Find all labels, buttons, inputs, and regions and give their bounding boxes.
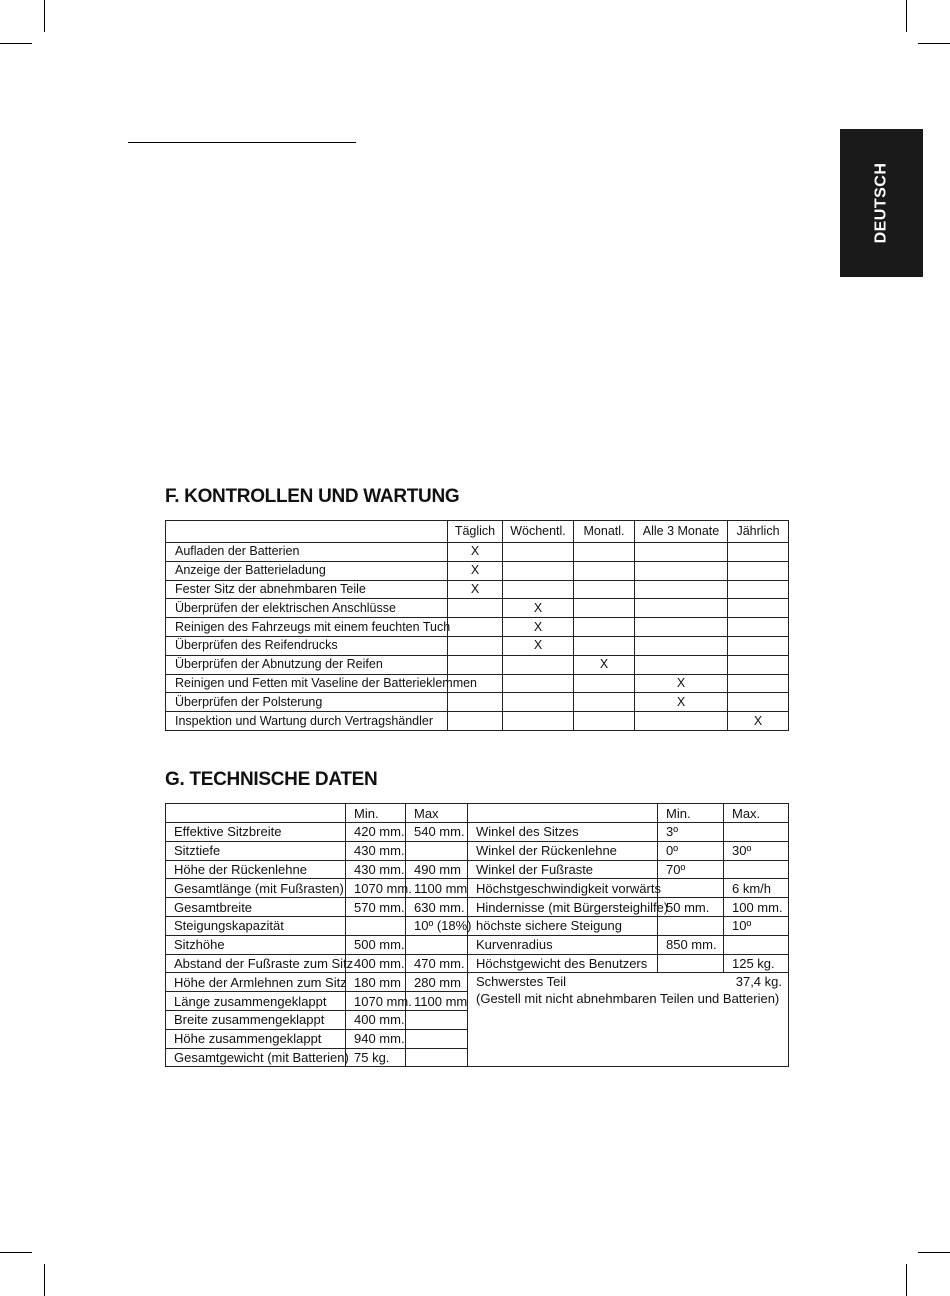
spec-label: Abstand der Fußraste zum Sitz xyxy=(166,954,346,973)
spec-value: 1070 mm. xyxy=(346,879,406,898)
spec-label: Gesamtbreite xyxy=(166,898,346,917)
frequency-cell: X xyxy=(448,543,503,562)
heaviest-part-note: (Gestell mit nicht abnehmbaren Teilen und Batterien) xyxy=(476,991,780,1007)
spec-value: 500 mm. xyxy=(346,935,406,954)
spec-value: 125 kg. xyxy=(724,954,789,973)
crop-mark xyxy=(918,1252,950,1253)
table-row xyxy=(166,674,789,693)
frequency-cell xyxy=(574,636,635,655)
spec-value: 30º xyxy=(724,841,789,860)
frequency-cell xyxy=(728,543,789,562)
column-header xyxy=(166,521,448,543)
frequency-cell: X xyxy=(448,580,503,599)
table-row xyxy=(166,618,789,637)
frequency-cell xyxy=(503,712,574,731)
frequency-cell xyxy=(448,712,503,731)
spec-value: 75 kg. xyxy=(346,1048,406,1067)
spec-value: 940 mm. xyxy=(346,1029,406,1048)
column-header: Min. xyxy=(658,804,724,823)
spec-label: Winkel des Sitzes xyxy=(468,823,658,842)
spec-label: Effektive Sitzbreite xyxy=(166,823,346,842)
crop-mark xyxy=(906,0,907,32)
spec-label: Winkel der Rückenlehne xyxy=(468,841,658,860)
task-label: Anzeige der Batterieladung xyxy=(166,561,448,580)
task-label: Reinigen des Fahrzeugs mit einem feuchten Tuch xyxy=(166,618,448,637)
table-row xyxy=(166,712,789,731)
spec-value: 850 mm. xyxy=(658,935,724,954)
crop-mark xyxy=(0,43,32,44)
spec-value: 400 mm. xyxy=(346,954,406,973)
table-row xyxy=(166,655,789,674)
frequency-cell xyxy=(728,580,789,599)
language-tab-label: DEUTSCH xyxy=(872,162,890,244)
frequency-cell xyxy=(503,655,574,674)
technical-data-table xyxy=(165,803,789,1067)
column-header xyxy=(468,804,658,823)
spec-value: 430 mm. xyxy=(346,860,406,879)
heaviest-part-value: 37,4 kg. xyxy=(735,974,782,990)
frequency-cell xyxy=(635,636,728,655)
column-header: Monatl. xyxy=(574,521,635,543)
spec-value: 3º xyxy=(658,823,724,842)
table-row xyxy=(166,693,789,712)
table-row xyxy=(166,860,789,879)
task-label: Reinigen und Fetten mit Vaseline der Batterieklemmen xyxy=(166,674,448,693)
frequency-cell xyxy=(635,599,728,618)
spec-value xyxy=(346,916,406,935)
table-row xyxy=(166,561,789,580)
spec-value: 400 mm. xyxy=(346,1010,406,1029)
spec-label: Winkel der Fußraste xyxy=(468,860,658,879)
spec-label: Steigungskapazität xyxy=(166,916,346,935)
frequency-cell: X xyxy=(503,618,574,637)
frequency-cell xyxy=(635,655,728,674)
frequency-cell xyxy=(448,618,503,637)
spec-value: 490 mm xyxy=(406,860,468,879)
maintenance-table xyxy=(165,520,789,731)
frequency-cell xyxy=(574,674,635,693)
table-row xyxy=(166,599,789,618)
spec-value xyxy=(658,954,724,973)
task-label: Fester Sitz der abnehmbaren Teile xyxy=(166,580,448,599)
spec-value xyxy=(724,935,789,954)
spec-value: 50 mm. xyxy=(658,898,724,917)
spec-value: 1100 mm xyxy=(406,879,468,898)
spec-value: 1070 mm. xyxy=(346,992,406,1011)
frequency-cell xyxy=(635,618,728,637)
spec-label: Sitzhöhe xyxy=(166,935,346,954)
frequency-cell xyxy=(728,599,789,618)
column-header xyxy=(166,804,346,823)
spec-value xyxy=(406,1029,468,1048)
frequency-cell xyxy=(503,580,574,599)
frequency-cell xyxy=(574,543,635,562)
spec-value: 100 mm. xyxy=(724,898,789,917)
frequency-cell xyxy=(448,636,503,655)
frequency-cell xyxy=(635,712,728,731)
task-label: Überprüfen der elektrischen Anschlüsse xyxy=(166,599,448,618)
crop-mark xyxy=(0,1252,32,1253)
spec-value: 0º xyxy=(658,841,724,860)
table-row xyxy=(166,879,789,898)
spec-label: Länge zusammengeklappt xyxy=(166,992,346,1011)
frequency-cell: X xyxy=(635,693,728,712)
task-label: Überprüfen des Reifendrucks xyxy=(166,636,448,655)
column-header: Alle 3 Monate xyxy=(635,521,728,543)
frequency-cell xyxy=(503,674,574,693)
frequency-cell xyxy=(448,693,503,712)
table-row xyxy=(166,580,789,599)
frequency-cell: X xyxy=(728,712,789,731)
spec-value xyxy=(724,860,789,879)
column-header: Max xyxy=(406,804,468,823)
column-header: Max. xyxy=(724,804,789,823)
spec-value: 180 mm xyxy=(346,973,406,992)
spec-value xyxy=(406,935,468,954)
crop-mark xyxy=(906,1264,907,1296)
frequency-cell: X xyxy=(503,636,574,655)
spec-value: 630 mm. xyxy=(406,898,468,917)
spec-value xyxy=(658,916,724,935)
frequency-cell xyxy=(728,655,789,674)
column-header: Wöchentl. xyxy=(503,521,574,543)
spec-value: 430 mm. xyxy=(346,841,406,860)
column-header: Jährlich xyxy=(728,521,789,543)
spec-value: 570 mm. xyxy=(346,898,406,917)
table-row xyxy=(166,973,789,992)
heaviest-part-label: Schwerstes Teil xyxy=(476,974,567,990)
frequency-cell xyxy=(574,618,635,637)
spec-value: 470 mm. xyxy=(406,954,468,973)
table-header-row xyxy=(166,521,789,543)
spec-label: Gesamtlänge (mit Fußrasten) xyxy=(166,879,346,898)
spec-label: Höhe zusammengeklappt xyxy=(166,1029,346,1048)
spec-value: 70º xyxy=(658,860,724,879)
language-tab xyxy=(840,129,923,277)
spec-value xyxy=(658,879,724,898)
table-row xyxy=(166,954,789,973)
frequency-cell: X xyxy=(635,674,728,693)
frequency-cell xyxy=(574,561,635,580)
table-row xyxy=(166,636,789,655)
frequency-cell xyxy=(635,543,728,562)
frequency-cell xyxy=(574,580,635,599)
spec-value: 420 mm. xyxy=(346,823,406,842)
header-rule xyxy=(128,142,356,143)
spec-label: Hindernisse (mit Bürgersteighilfe) xyxy=(468,898,658,917)
section-g-title: G. TECHNISCHE DATEN xyxy=(165,769,378,790)
frequency-cell xyxy=(503,543,574,562)
frequency-cell xyxy=(728,674,789,693)
task-label: Inspektion und Wartung durch Vertragshändler xyxy=(166,712,448,731)
frequency-cell: X xyxy=(503,599,574,618)
spec-value: 10º xyxy=(724,916,789,935)
spec-value: 1100 mm xyxy=(406,992,468,1011)
spec-label: Höhe der Armlehnen zum Sitz xyxy=(166,973,346,992)
task-label: Überprüfen der Polsterung xyxy=(166,693,448,712)
spec-value xyxy=(406,841,468,860)
crop-mark xyxy=(918,43,950,44)
crop-mark xyxy=(44,1264,45,1296)
frequency-cell: X xyxy=(448,561,503,580)
spec-label: Höchstgewicht des Benutzers xyxy=(468,954,658,973)
spec-value xyxy=(406,1048,468,1067)
spec-value: 6 km/h xyxy=(724,879,789,898)
spec-value xyxy=(724,823,789,842)
spec-value: 10º (18%) xyxy=(406,916,468,935)
frequency-cell xyxy=(728,693,789,712)
frequency-cell: X xyxy=(574,655,635,674)
frequency-cell xyxy=(448,655,503,674)
heaviest-part-cell xyxy=(468,973,789,1067)
table-row xyxy=(166,543,789,562)
table-row xyxy=(166,898,789,917)
table-row xyxy=(166,823,789,842)
frequency-cell xyxy=(574,599,635,618)
frequency-cell xyxy=(503,561,574,580)
spec-label: Höchstgeschwindigkeit vorwärts xyxy=(468,879,658,898)
spec-label: Sitztiefe xyxy=(166,841,346,860)
frequency-cell xyxy=(728,618,789,637)
table-row xyxy=(166,935,789,954)
spec-value: 540 mm. xyxy=(406,823,468,842)
section-f-title: F. KONTROLLEN UND WARTUNG xyxy=(165,486,460,507)
column-header: Min. xyxy=(346,804,406,823)
frequency-cell xyxy=(574,712,635,731)
frequency-cell xyxy=(635,580,728,599)
spec-label: höchste sichere Steigung xyxy=(468,916,658,935)
spec-label: Kurvenradius xyxy=(468,935,658,954)
frequency-cell xyxy=(574,693,635,712)
task-label: Überprüfen der Abnutzung der Reifen xyxy=(166,655,448,674)
frequency-cell xyxy=(728,561,789,580)
frequency-cell xyxy=(728,636,789,655)
column-header: Täglich xyxy=(448,521,503,543)
crop-mark xyxy=(44,0,45,32)
table-row xyxy=(166,916,789,935)
frequency-cell xyxy=(448,599,503,618)
frequency-cell xyxy=(635,561,728,580)
task-label: Aufladen der Batterien xyxy=(166,543,448,562)
table-header-row xyxy=(166,804,789,823)
spec-value: 280 mm xyxy=(406,973,468,992)
spec-label: Breite zusammengeklappt xyxy=(166,1010,346,1029)
spec-value xyxy=(406,1010,468,1029)
frequency-cell xyxy=(503,693,574,712)
spec-label: Gesamtgewicht (mit Batterien) xyxy=(166,1048,346,1067)
spec-label: Höhe der Rückenlehne xyxy=(166,860,346,879)
table-row xyxy=(166,841,789,860)
